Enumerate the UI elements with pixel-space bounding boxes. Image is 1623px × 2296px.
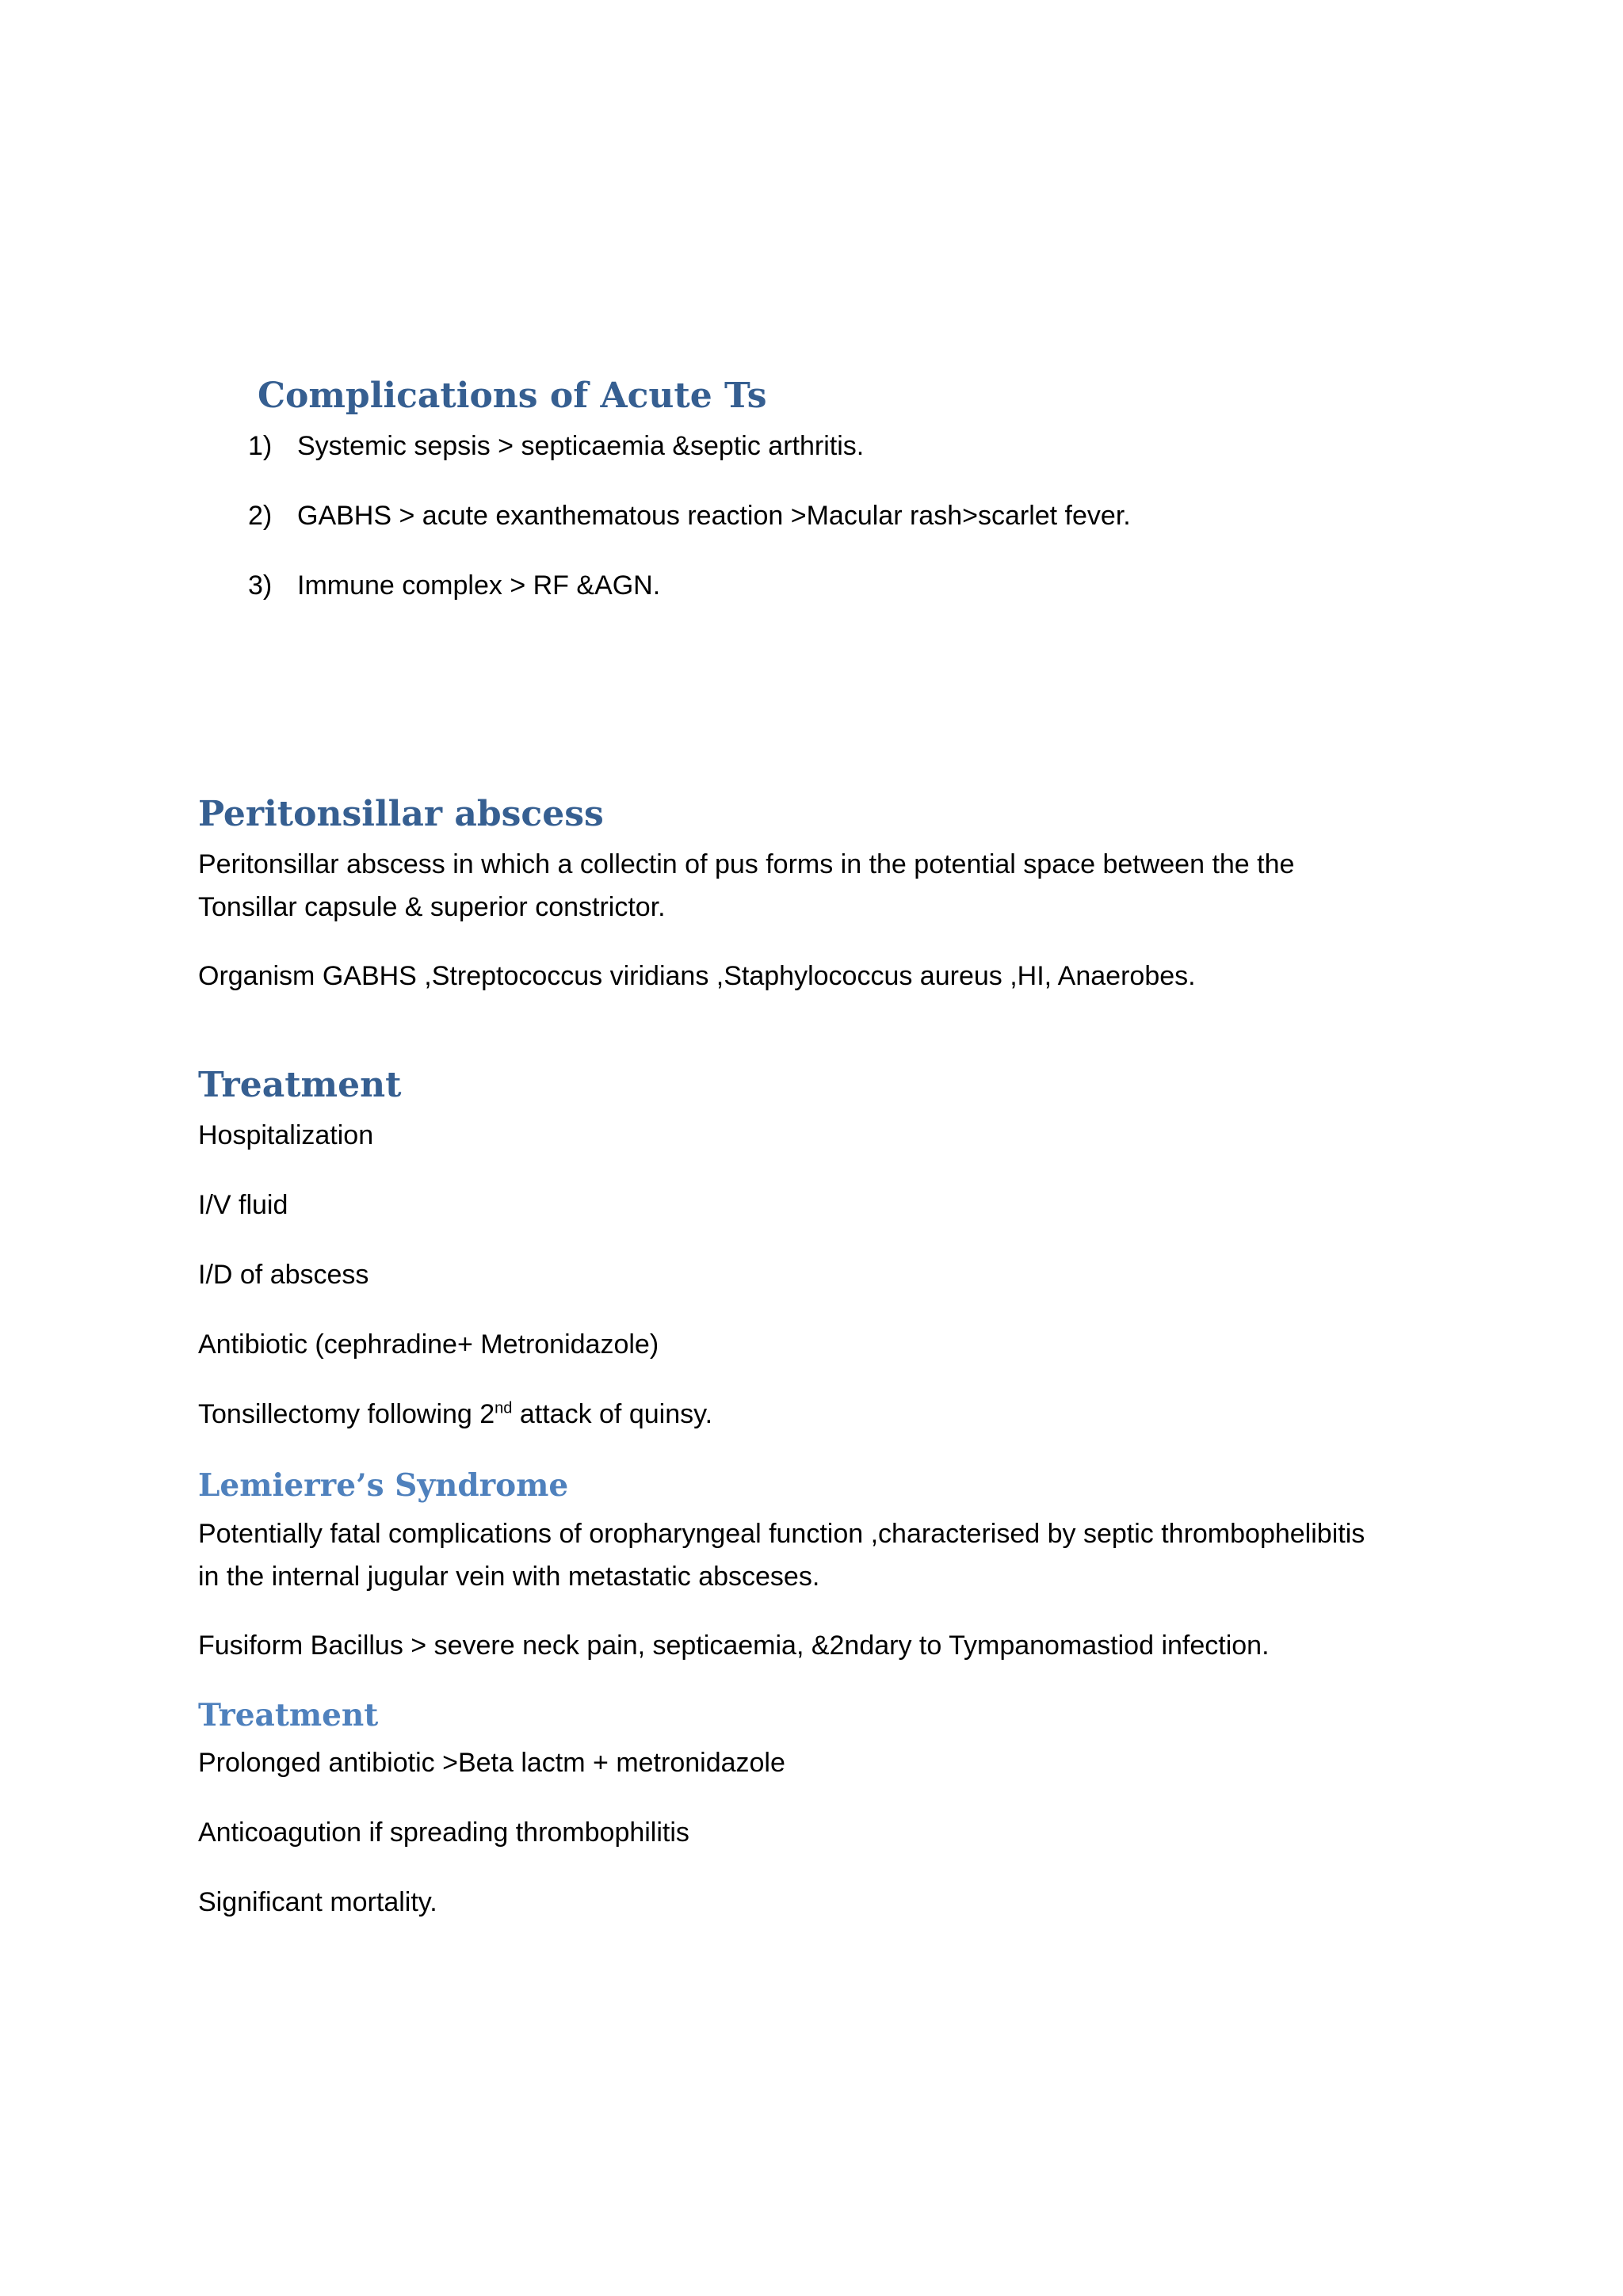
list-text: Immune complex > RF &AGN. — [297, 570, 661, 601]
treatment-antibiotic: Antibiotic (cephradine+ Metronidazole) — [198, 1329, 659, 1360]
treatment-hospitalization: Hospitalization — [198, 1120, 374, 1150]
treatment-2-antibiotic: Prolonged antibiotic >Beta lactm + metronidazole — [198, 1748, 785, 1778]
peritonsillar-section — [198, 792, 1434, 837]
peritonsillar-heading: Peritonsillar abscess — [198, 794, 604, 834]
lemierre-line-2: in the internal jugular vein with metastatic absceses. — [198, 1562, 820, 1592]
list-text: Systemic sepsis > septicaemia &septic arthritis. — [297, 431, 865, 461]
organism-paragraph — [198, 955, 1434, 997]
fusiform-paragraph — [198, 1624, 1434, 1667]
treatment-2-mortality: Significant mortality. — [198, 1887, 437, 1917]
tonsillectomy-text: Tonsillectomy following 2 — [198, 1399, 495, 1429]
list-text: GABHS > acute exanthematous reaction >Macular rash>scarlet fever. — [297, 501, 1131, 531]
treatment-2-section — [198, 1695, 1434, 1735]
treatment-iv-fluid: I/V fluid — [198, 1190, 288, 1220]
treatment-tonsillectomy — [198, 1393, 1434, 1436]
lemierre-section — [198, 1466, 1434, 1505]
complications-section — [258, 374, 1494, 418]
lemierre-line-1: Potentially fatal complications of oropharyngeal function ,characterised by septic thrombophelibitis — [198, 1519, 1365, 1549]
complications-heading: Complications of Acute Ts — [258, 376, 767, 416]
peritonsillar-line-2: Tonsillar capsule & superior constrictor. — [198, 892, 666, 922]
complications-list-2 — [248, 494, 1484, 537]
tonsillectomy-superscript: nd — [495, 1399, 513, 1417]
fusiform-text: Fusiform Bacillus > severe neck pain, septicaemia, &2ndary to Tympanomastiod infection. — [198, 1630, 1270, 1661]
treatment-2-item — [198, 1741, 1434, 1784]
peritonsillar-line-1: Peritonsillar abscess in which a collectin of pus forms in the potential space between the the — [198, 849, 1295, 879]
list-item — [248, 494, 1484, 537]
list-number: 2) — [248, 501, 273, 531]
peritonsillar-description — [198, 843, 1434, 929]
list-number: 3) — [248, 570, 273, 601]
lemierre-description — [198, 1512, 1434, 1598]
treatment-item — [198, 1253, 1434, 1296]
list-item — [248, 425, 1484, 467]
treatment-item — [198, 1114, 1434, 1157]
treatment-2-heading: Treatment — [198, 1697, 379, 1733]
organism-text: Organism GABHS ,Streptococcus viridians ,Staphylococcus aureus ,HI, Anaerobes. — [198, 961, 1196, 991]
complications-list — [248, 425, 1484, 467]
complications-list-3 — [248, 564, 1484, 607]
treatment-2-anticoagulation: Anticoagution if spreading thrombophilitis — [198, 1817, 689, 1848]
treatment-id-abscess: I/D of abscess — [198, 1260, 369, 1290]
list-item — [248, 564, 1484, 607]
tonsillectomy-text-end: attack of quinsy. — [512, 1399, 713, 1429]
treatment-item — [198, 1323, 1434, 1366]
list-number: 1) — [248, 431, 273, 461]
treatment-heading: Treatment — [198, 1065, 402, 1105]
treatment-item — [198, 1184, 1434, 1226]
treatment-section — [198, 1063, 1434, 1108]
treatment-2-item — [198, 1881, 1434, 1924]
treatment-item — [198, 1393, 1434, 1436]
treatment-2-item — [198, 1811, 1434, 1854]
lemierre-heading: Lemierre’s Syndrome — [198, 1467, 569, 1504]
